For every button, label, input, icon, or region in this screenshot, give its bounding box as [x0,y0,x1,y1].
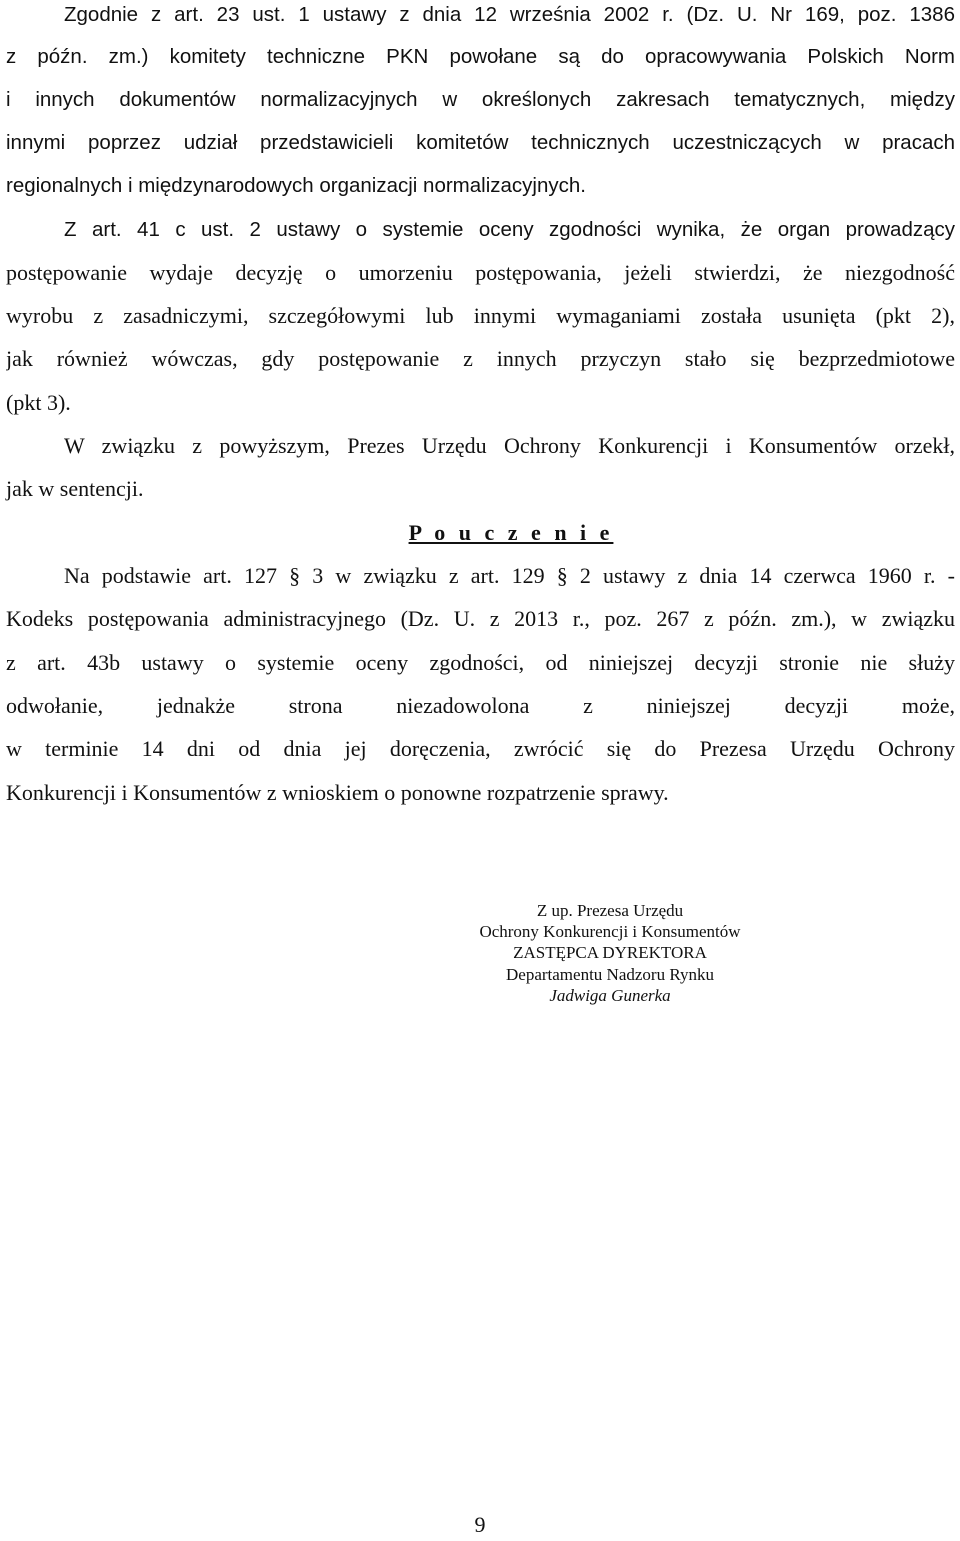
signature-line-1: Z up. Prezesa Urzędu [536,901,684,920]
signature-name-text: Jadwiga Gunerka [549,986,671,1005]
paragraph-2-line-3: wyrobu z zasadniczymi, szczegółowymi lub innymi wymaganiami została usunięta (pkt 2), [6,303,955,328]
paragraph-4-line-4: odwołanie, jednakże strona niezadowolona z niniejszej decyzji może, [6,693,955,718]
paragraph-4-line-3: z art. 43b ustawy o systemie oceny zgodności, od niniejszej decyzji stronie nie służy [6,650,955,675]
signature-line-2: Ochrony Konkurencji i Konsumentów [479,922,741,941]
paragraph-1-line-5: regionalnych i międzynarodowych organizacji normalizacyjnych. [6,174,586,197]
page-number: 9 [474,1512,486,1537]
paragraph-2-line-2: postępowanie wydaje decyzję o umorzeniu postępowania, jeżeli stwierdzi, że niezgodność [6,260,955,285]
paragraph-1-line-1: Zgodnie z art. 23 ust. 1 ustawy z dnia 12 września 2002 r. (Dz. U. Nr 169, poz. 1386 [64,3,955,26]
paragraph-4-line-6: Konkurencji i Konsumentów z wnioskiem o ponowne rozpatrzenie sprawy. [6,780,669,805]
paragraph-2-line-1 [64,215,955,245]
paragraph-4-line-5: w terminie 14 dni od dnia jej doręczenia, zwrócić się do Prezesa Urzędu Ochrony [6,736,955,761]
paragraph-2-line-4: jak również wówczas, gdy postępowanie z innych przyczyn stało się bezprzedmiotowe [6,346,955,371]
paragraph-4-line-1: Na podstawie art. 127 § 3 w związku z art. 129 § 2 ustawy z dnia 14 czerwca 1960 r. - [64,563,955,588]
signature-line-4: Departamentu Nadzoru Rynku [506,965,714,984]
signature-name [420,985,800,1006]
paragraph-3-line-2: jak w sentencji. [6,476,144,501]
instruction-heading: P o u c z e n i e [408,520,614,545]
paragraph-2-line-1-text: Z art. 41 c ust. 2 ustawy o systemie oceny zgodności wynika, że organ prowadzący [64,218,955,241]
paragraph-1-line-2: z późn. zm.) komitety techniczne PKN powołane są do opracowywania Polskich Norm [6,45,955,68]
paragraph-3-line-1: W związku z powyższym, Prezes Urzędu Ochrony Konkurencji i Konsumentów orzekł, [64,433,955,458]
paragraph-1-line-4: innymi poprzez udział przedstawicieli komitetów technicznych uczestniczących w pracach [6,131,955,154]
paragraph-4-line-2: Kodeks postępowania administracyjnego (Dz. U. z 2013 r., poz. 267 z późn. zm.), w związku [6,606,955,631]
paragraph-2-line-5: (pkt 3). [6,390,71,415]
paragraph-1-line-3: i innych dokumentów normalizacyjnych w określonych zakresach tematycznych, między [6,88,955,111]
signature-line-3: ZASTĘPCA DYREKTORA [513,943,707,962]
